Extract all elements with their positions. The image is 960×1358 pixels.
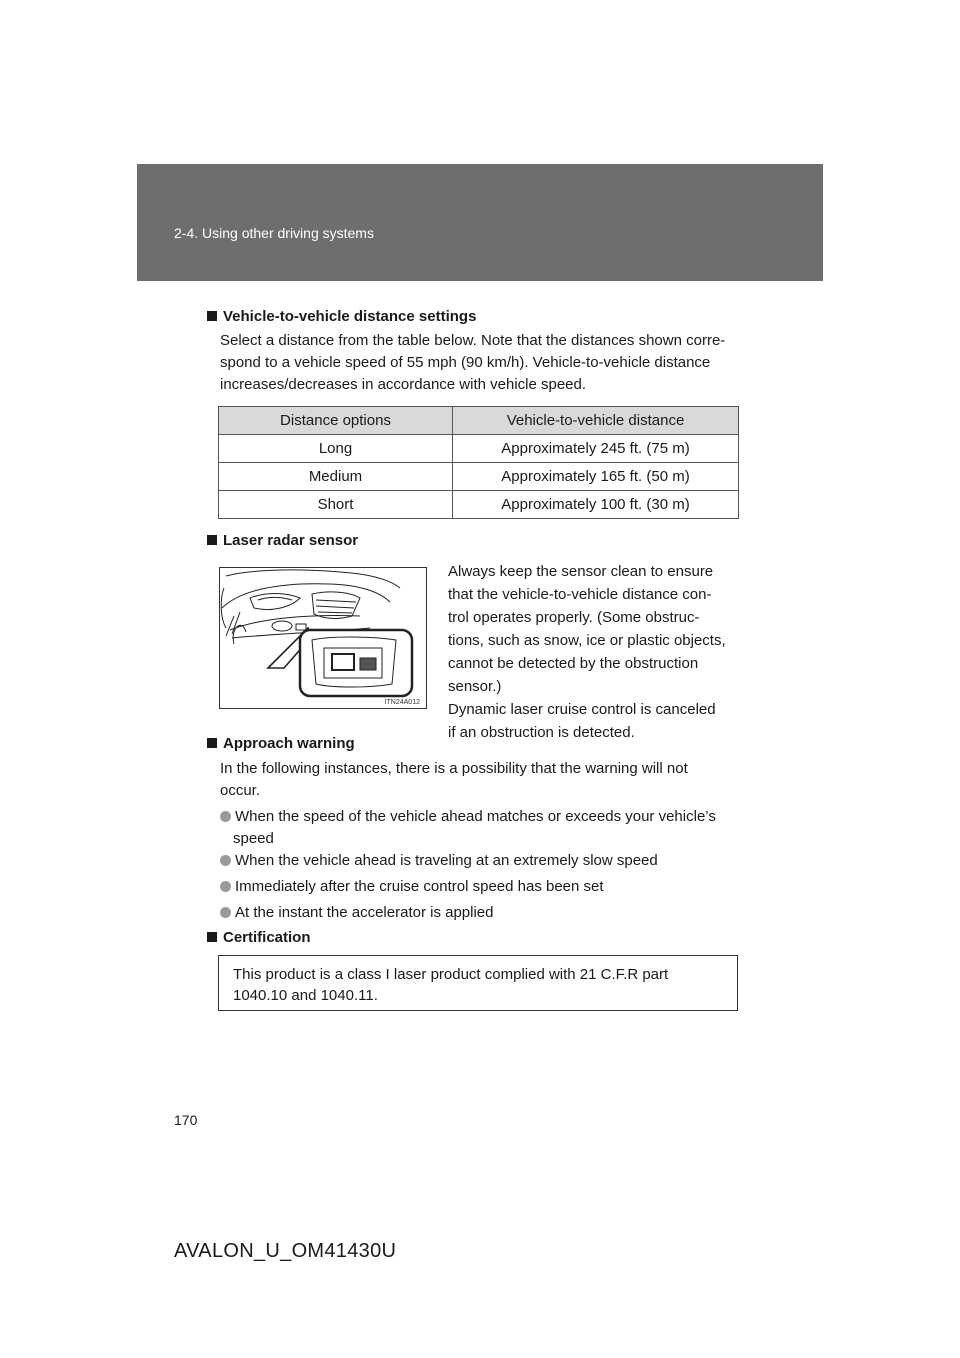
car-front-illustration	[220, 568, 426, 708]
table-header-cell: Vehicle-to-vehicle distance	[453, 407, 739, 435]
table-cell: Long	[219, 435, 453, 463]
header-band	[137, 164, 823, 281]
list-item: At the instant the accelerator is applied	[220, 902, 740, 924]
table-cell: Medium	[219, 463, 453, 491]
certification-text: This product is a class I laser product complied with 21 C.F.R part 1040.10 and 1040.11.	[233, 966, 669, 1004]
table-row	[219, 435, 739, 463]
square-bullet-icon	[207, 738, 217, 748]
section-title-distance-settings: Vehicle-to-vehicle distance settings	[207, 308, 476, 325]
page-number: 170	[174, 1112, 198, 1128]
list-item: Immediately after the cruise control speed has been set	[220, 876, 740, 898]
section-title-approach-warning: Approach warning	[207, 735, 355, 752]
section-header: 2-4. Using other driving systems	[174, 225, 374, 241]
table-cell: Approximately 165 ft. (50 m)	[453, 463, 739, 491]
bullet-dot-icon	[220, 881, 231, 892]
section-title-laser-radar: Laser radar sensor	[207, 532, 358, 549]
table-row	[219, 463, 739, 491]
document-code: AVALON_U_OM41430U	[174, 1240, 397, 1262]
section-title-certification: Certification	[207, 929, 311, 946]
distance-table	[218, 406, 739, 519]
table-header-row	[219, 407, 739, 435]
table-header-cell: Distance options	[219, 407, 453, 435]
table-cell: Approximately 100 ft. (30 m)	[453, 491, 739, 519]
table-cell: Approximately 245 ft. (75 m)	[453, 435, 739, 463]
table-cell: Short	[219, 491, 453, 519]
square-bullet-icon	[207, 932, 217, 942]
bullet-dot-icon	[220, 907, 231, 918]
laser-sensor-figure	[219, 567, 427, 709]
approach-warning-paragraph: In the following instances, there is a possibility that the warning will not occur.	[220, 760, 688, 799]
certification-box	[218, 955, 738, 1011]
table-row	[219, 491, 739, 519]
square-bullet-icon	[207, 311, 217, 321]
list-item: When the vehicle ahead is traveling at an extremely slow speed	[220, 850, 740, 872]
bullet-dot-icon	[220, 811, 231, 822]
distance-settings-paragraph: Select a distance from the table below. Note that the distances shown corre- spond to a vehicle speed of 55 mph (90 km/h). Vehicle-to-vehicle distance increases/decreases in accordance with vehicle speed.	[220, 332, 726, 393]
bullet-dot-icon	[220, 855, 231, 866]
list-item: When the speed of the vehicle ahead matches or exceeds your vehicle’s speed	[220, 806, 740, 850]
figure-code: ITN24A012	[384, 699, 420, 706]
laser-sensor-paragraph: Always keep the sensor clean to ensure that the vehicle-to-vehicle distance con- trol operates properly. (Some obstruc- tions, such as snow, ice or plastic objects, cannot be detected by the obstruction sensor.) Dynamic laser cruise control is canceled if an obstruction is detected.	[448, 563, 726, 741]
square-bullet-icon	[207, 535, 217, 545]
